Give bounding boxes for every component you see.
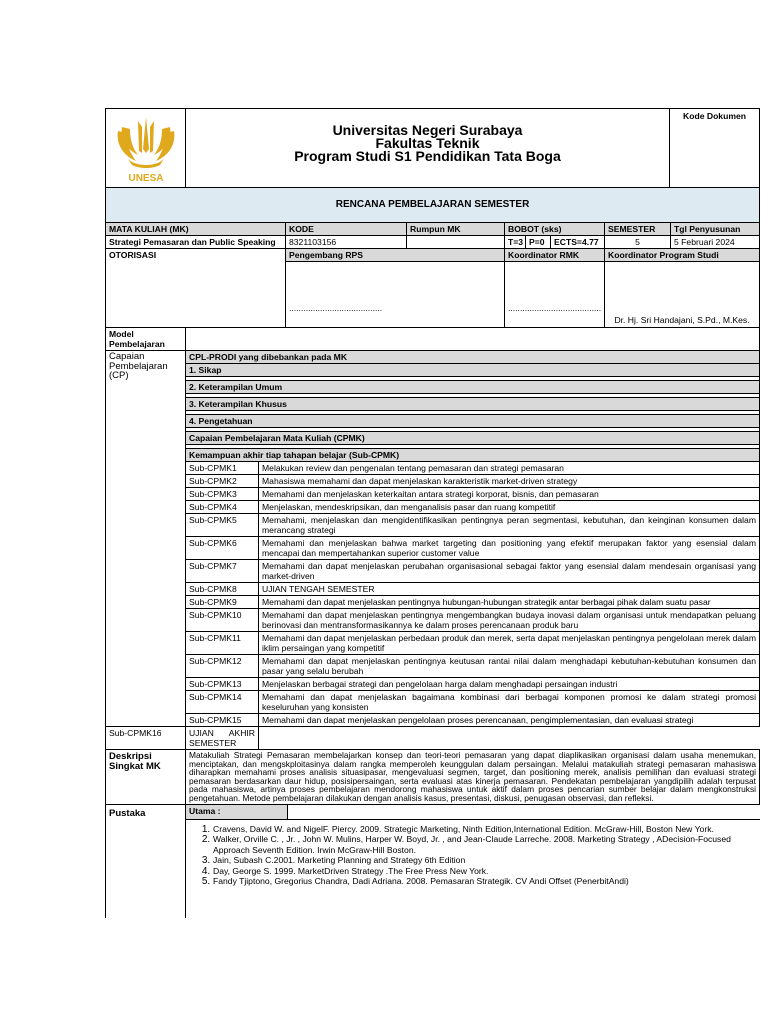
- sub-cpmk-desc: Melakukan review dan pengenalan tentang pemasaran dan strategi pemasaran: [259, 462, 760, 475]
- sub-cpmk-code: Sub-CPMK2: [186, 475, 259, 488]
- pustaka-item: 1. Cravens, David W. and NigelF. Piercy. 2009. Strategic Marketing, Ninth Edition,International Edition. McGraw-Hill, Boston New York.: [213, 824, 757, 835]
- sub-cpmk-row: [106, 727, 760, 750]
- header-table: [105, 108, 760, 188]
- sub-cpmk-code: Sub-CPMK12: [186, 655, 259, 678]
- logo-text: UNESA: [127, 173, 164, 184]
- pustaka-list-cell: [186, 819, 760, 918]
- course-name: Strategi Pemasaran dan Public Speaking: [106, 236, 286, 249]
- koordinator-prodi-header: Koordinator Program Studi: [605, 249, 760, 262]
- sub-cpmk-desc: Menjelaskan, mendeskripsikan, dan menganalisis pasar dan ruang kompetitif: [259, 501, 760, 514]
- sub-cpmk-row: [106, 596, 760, 609]
- sub-cpmk-desc: Memahami dan dapat menjelaskan perbedaan produk dan merek, serta dapat menjelaskan pentingnya pengelolaan merek dalam iklim persaingan yang kompetitif: [259, 632, 760, 655]
- pustaka-label: Pustaka: [106, 804, 186, 918]
- sub-cpmk-code: Sub-CPMK1: [186, 462, 259, 475]
- program-name: Program Studi S1 Pendidikan Tata Boga: [294, 148, 561, 164]
- sub-cpmk-code: Sub-CPMK16: [106, 727, 186, 750]
- sub-cpmk-desc: Memahami dan dapat menjelaskan pentingnya hubungan-hubungan strategik antar berbagai pihak dalam suatu pasar: [259, 596, 760, 609]
- cpmk-heading: Capaian Pembelajaran Mata Kuliah (CPMK): [186, 432, 760, 445]
- course-semester: 5: [605, 236, 671, 249]
- tgl-header: Tgl Penyusunan: [671, 223, 760, 236]
- sub-cpmk-row: [106, 501, 760, 514]
- sub-cpmk-row: [106, 462, 760, 475]
- sub-cpmk-desc: Memahami dan dapat menjelaskan pentingnya keutusan rantai nilai dalam menghadapi kebutuhan-kebutuhan konsumen dan pasar yang selalu berubah: [259, 655, 760, 678]
- sub-cpmk-row: [106, 609, 760, 632]
- pustaka-item: 4. Day, George S. 1999. MarketDriven Strategy .The Free Press New York.: [213, 866, 757, 877]
- cpl-prodi-heading: CPL-PRODI yang dibebankan pada MK: [186, 351, 760, 364]
- header-title-cell: [186, 109, 670, 188]
- sub-cpmk-code: Sub-CPMK8: [186, 583, 259, 596]
- koordinator-prodi-signature: Dr. Hj. Sri Handajani, S.Pd., M.Kes.: [605, 262, 760, 328]
- pustaka-item: 3. Jain, Subash C.2001. Marketing Planning and Strategy 6th Edition: [213, 855, 757, 866]
- deskripsi-label: Deskripsi Singkat MK: [106, 750, 186, 805]
- sub-cpmk-row: [106, 691, 760, 714]
- sub-cpmk-heading: Kemampuan akhir tiap tahapan belajar (Sub-CPMK): [186, 449, 760, 462]
- sub-cpmk-desc: UJIAN AKHIR SEMESTER: [186, 727, 259, 750]
- model-value: [186, 328, 760, 351]
- pengetahuan-heading: 4. Pengetahuan: [186, 415, 760, 428]
- sub-cpmk-row: [106, 475, 760, 488]
- sub-cpmk-code: Sub-CPMK4: [186, 501, 259, 514]
- bobot-header: BOBOT (sks): [505, 223, 605, 236]
- sub-cpmk-desc: Memahami dan dapat menjelaskan pengelolaan proses perencanaan, pengimplementasian, dan evaluasi strategi: [259, 714, 760, 727]
- kode-header: KODE: [286, 223, 407, 236]
- bobot-ects: ECTS=4.77: [551, 236, 605, 249]
- bobot-p: P=0: [526, 236, 551, 249]
- sub-cpmk-code: Sub-CPMK13: [186, 678, 259, 691]
- rps-title: RENCANA PEMBELAJARAN SEMESTER: [106, 188, 760, 223]
- sub-cpmk-row: [106, 678, 760, 691]
- sub-cpmk-row: [106, 714, 760, 727]
- university-name: Universitas Negeri Surabaya: [332, 122, 523, 138]
- course-tgl: 5 Februari 2024: [671, 236, 760, 249]
- sub-cpmk-desc: Memahami dan dapat menjelaskan perubahan organisasional sebagai faktor yang esensial dalam mendesain organisasi yang market-driven: [259, 560, 760, 583]
- course-table: [105, 187, 760, 328]
- sub-cpmk-desc: Mahasiswa memahami dan dapat menjelaskan karakteristik market-driven strategy: [259, 475, 760, 488]
- mk-header: MATA KULIAH (MK): [106, 223, 286, 236]
- sub-cpmk-code: Sub-CPMK14: [186, 691, 259, 714]
- cp-table: [105, 327, 760, 750]
- deskripsi-table: [105, 749, 760, 918]
- sub-cpmk-row: [106, 632, 760, 655]
- sub-cpmk-code: Sub-CPMK10: [186, 609, 259, 632]
- pengembang-header: Pengembang RPS: [286, 249, 505, 262]
- sub-cpmk-row: [106, 537, 760, 560]
- deskripsi-text: Matakuliah Strategi Pemasaran membelajarkan konsep dan teori-teori pemasaran yang dapat diaplikasikan organisasi dalam usaha menemukan, menciptakan, dan mengskploitasinya dalam rangka memperoleh keunggulan dalam persaingan. Melalui matakuliah strategi pemasaran mahasiswa diharapkan memahami proses analisis situasipasar, mengevaluasi segmen, target, dan positioning merek, analisis pemilihan dan evaluasi strategi pemasaran berdasarkan daur hidup, posisipersaingan, serta evaluasi atas kinerja pemasaran. Pendekatan pembelajaran yangdipilih adalah terpusat pada mahasiswa, artinya proses pembelajaran mendorong mahasiswa untuk aktif dalam proses pencarian sumber belajar dalam mengkonstruksi pengetahuan. Metode pembelajaran dilakukan dengan analisis kasus, presentasi, diskusi, penugasan observasi, dan refleksi.: [186, 750, 760, 805]
- keterampilan-umum-heading: 2. Keterampilan Umum: [186, 381, 760, 394]
- bobot-t: T=3: [505, 236, 526, 249]
- sub-cpmk-code: Sub-CPMK9: [186, 596, 259, 609]
- koordinator-rmk-signature: .......................................: [505, 262, 605, 328]
- rumpun-header: Rumpun MK: [407, 223, 505, 236]
- sub-cpmk-code: Sub-CPMK6: [186, 537, 259, 560]
- faculty-name: Fakultas Teknik: [375, 135, 480, 151]
- sub-cpmk-row: [106, 583, 760, 596]
- sub-cpmk-row: [106, 560, 760, 583]
- sub-cpmk-row: [106, 514, 760, 537]
- unesa-logo-icon: [108, 109, 184, 185]
- sub-cpmk-code: Sub-CPMK3: [186, 488, 259, 501]
- sub-cpmk-desc: Memahami dan dapat menjelaskan bagaimana kombinasi dari berbagai komponen promosi ke dalam strategi promosi keseluruhan yang konsisten: [259, 691, 760, 714]
- pustaka-utama-heading: Utama :: [186, 804, 288, 819]
- sub-cpmk-row: [106, 488, 760, 501]
- sikap-heading: 1. Sikap: [186, 364, 760, 377]
- course-code: 8321103156: [286, 236, 407, 249]
- model-label: Model Pembelajaran: [106, 328, 186, 351]
- sub-cpmk-code: Sub-CPMK7: [186, 560, 259, 583]
- sub-cpmk-desc: UJIAN TENGAH SEMESTER: [259, 583, 760, 596]
- keterampilan-khusus-heading: 3. Keterampilan Khusus: [186, 398, 760, 411]
- kode-dokumen: Kode Dokumen: [670, 109, 760, 188]
- logo-cell: [106, 109, 186, 188]
- sub-cpmk-code: Sub-CPMK5: [186, 514, 259, 537]
- cp-label: Capaian Pembelajaran (CP): [106, 351, 186, 727]
- semester-header: SEMESTER: [605, 223, 671, 236]
- sub-cpmk-desc: Memahami dan menjelaskan bahwa market targeting dan positioning yang efektif merupakan faktor yang esensial dalam mencapai dan mempertahankan superior customer value: [259, 537, 760, 560]
- pustaka-item: 2. Walker, Orville C. , Jr. , John W. Mulins, Harper W. Boyd, Jr. , and Jean-Claude Larreche. 2008. Marketing Strategy , ADecision-Focused Approach Seventh Edition. Irwin McGraw-Hill Boston.: [213, 834, 757, 855]
- sub-cpmk-desc: Memahami dan menjelaskan keterkaitan antara strategi korporat, bisnis, dan pemasaran: [259, 488, 760, 501]
- sub-cpmk-row: [106, 655, 760, 678]
- pustaka-item: 5. Fandy Tjiptono, Gregorius Chandra, Dadi Adriana. 2008. Pemasaran Strategik. CV Andi Offset (PenerbitAndi): [213, 876, 757, 887]
- otorisasi-label: OTORISASI: [106, 249, 286, 328]
- pustaka-utama-spacer: [288, 804, 760, 819]
- pustaka-list: [189, 824, 757, 887]
- sub-cpmk-code: Sub-CPMK15: [186, 714, 259, 727]
- course-rumpun: [407, 236, 505, 249]
- sub-cpmk-desc: Menjelaskan berbagai strategi dan pengelolaan harga dalam menghadapi persaingan industri: [259, 678, 760, 691]
- koordinator-rmk-header: Koordinator RMK: [505, 249, 605, 262]
- pengembang-signature: .......................................: [286, 262, 505, 328]
- sub-cpmk-desc: Memahami dan dapat menjelaskan pentingnya mengembangkan budaya inovasi dalam organisasi untuk mendapatkan peluang berinovasi dan mentransformasikannya ke dalam proses perencanaan produk baru: [259, 609, 760, 632]
- sub-cpmk-desc: Memahami, menjelaskan dan mengidentifikasikan pentingnya peran segmentasi, kebutuhan, dan keinginan konsumen dalam merancang strategi: [259, 514, 760, 537]
- rps-document: [105, 108, 759, 918]
- sub-cpmk-code: Sub-CPMK11: [186, 632, 259, 655]
